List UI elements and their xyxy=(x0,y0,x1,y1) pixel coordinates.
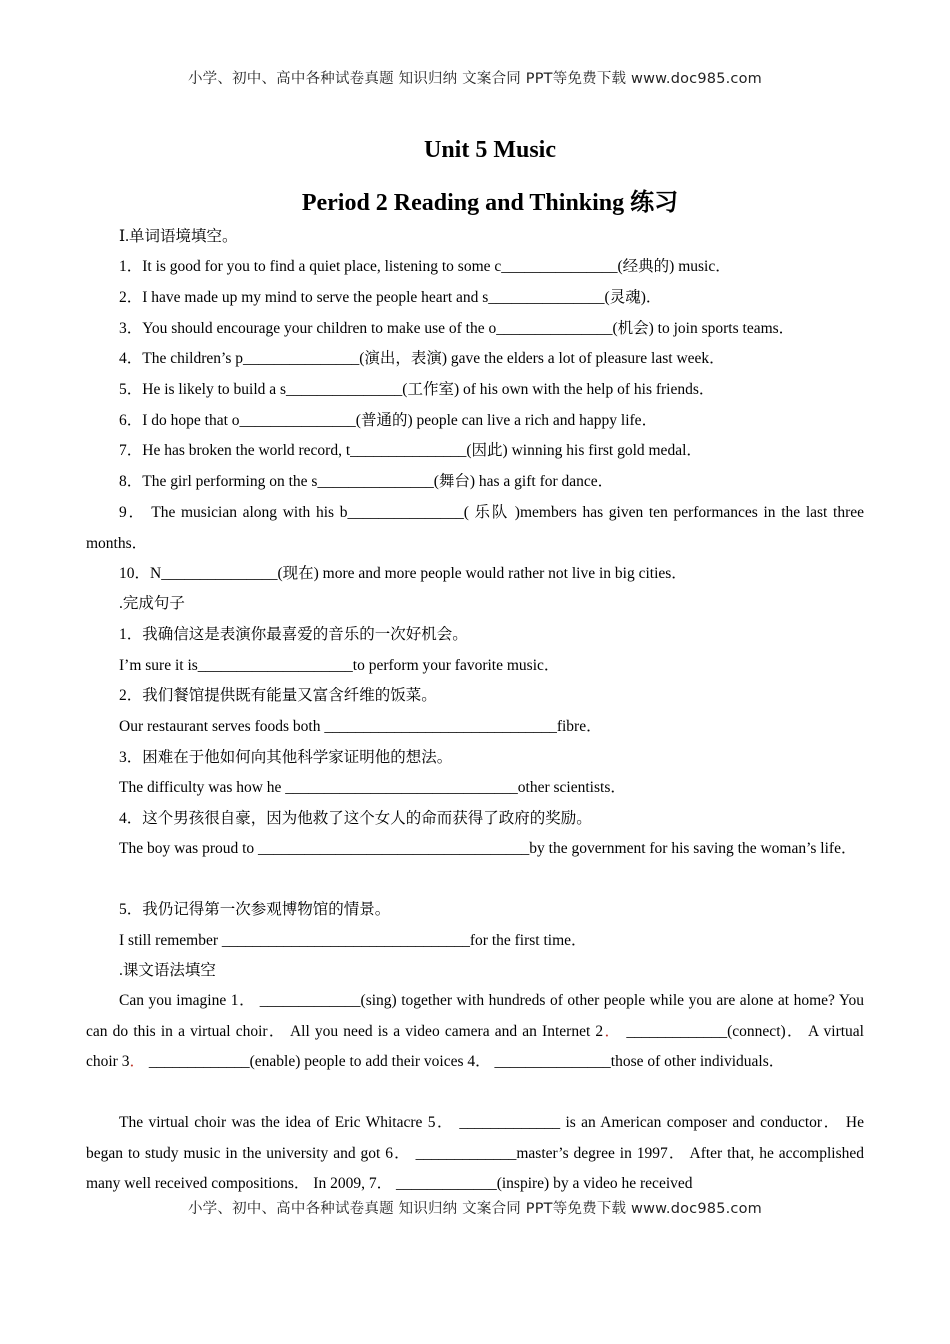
section3-paragraph-1: Can you imagine 1． _____________(sing) together with hundreds of other people while you are alone at home? You can do this in a virtual choir． All you need is a video camera and an Internet 2． _____________(connect)． A virtual choir 3． _____________(enable) people to add their voices 4． _______________those of other individuals． xyxy=(86,992,864,1070)
section1-heading: Ⅰ.单词语境填空。 xyxy=(119,228,238,245)
section1-item-10: 10．N_______________(现在) more and more people would rather not live in big cities． xyxy=(119,565,687,582)
section2-item-5-en: I still remember ________________________________for the first time． xyxy=(119,932,587,949)
section2-item-3-en: The difficulty was how he ______________________________other scientists． xyxy=(119,779,626,796)
section1-item-7: 7．He has broken the world record, t_______________(因此) winning his first gold medal． xyxy=(119,442,702,459)
section1-item-3: 3．You should encourage your children to make use of the o_______________(机会) to join sports teams． xyxy=(119,320,795,337)
section2-item-2-cn: 2．我们餐馆提供既有能量又富含纤维的饭菜。 xyxy=(119,687,437,704)
section3-heading: .课文语法填空 xyxy=(119,962,216,979)
section2-item-2-en: Our restaurant serves foods both ______________________________fibre． xyxy=(119,718,602,735)
section2-item-3-cn: 3．困难在于他如何向其他科学家证明他的想法。 xyxy=(119,749,453,766)
document-subtitle: Period 2 Reading and Thinking 练习 xyxy=(301,190,679,216)
section2-item-5-cn: 5．我仍记得第一次参观博物馆的情景。 xyxy=(119,901,391,918)
document-title: Unit 5 Music xyxy=(424,137,556,163)
section2-item-1-en: I’m sure it is____________________to perform your favorite music． xyxy=(119,657,560,674)
section1-item-4: 4．The children’s p_______________(演出，表演) gave the elders a lot of pleasure last week． xyxy=(119,350,725,367)
section2-item-4-en: The boy was proud to ___________________________________by the government for his saving the woman’s life． xyxy=(119,840,857,857)
red-dot: ． xyxy=(129,1053,145,1070)
section2-heading: .完成句子 xyxy=(119,595,185,612)
section2-item-1-cn: 1．我确信这是表演你最喜爱的音乐的一次好机会。 xyxy=(119,626,468,643)
section2-item-4-cn: 4．这个男孩很自豪，因为他救了这个女人的命而获得了政府的奖励。 xyxy=(119,810,592,827)
section1-item-2: 2．I have made up my mind to serve the people heart and s_______________(灵魂)． xyxy=(119,289,662,306)
section1-item-5: 5．He is likely to build a s_______________(工作室) of his own with the help of his friends． xyxy=(119,381,715,398)
section1-item-1: 1．It is good for you to find a quiet place, listening to some c_______________(经典的) music． xyxy=(119,258,731,275)
watermark-header: 小学、初中、高中各种试卷真题 知识归纳 文案合同 PPT等免费下载 www.doc985.com xyxy=(187,71,763,87)
section1-item-6: 6．I do hope that o_______________(普通的) people can live a rich and happy life． xyxy=(119,412,658,429)
red-dot: ． xyxy=(603,1022,622,1040)
section1-item-9: 9． The musician along with his b_______________( 乐队 )members has given ten performances in the last three months． xyxy=(86,504,864,552)
watermark-footer: 小学、初中、高中各种试卷真题 知识归纳 文案合同 PPT等免费下载 www.doc985.com xyxy=(187,1201,763,1217)
section1-item-8: 8．The girl performing on the s_______________(舞台) has a gift for dance． xyxy=(119,473,614,490)
section3-paragraph-2: The virtual choir was the idea of Eric Whitacre 5． _____________ is an American composer and conductor． He began to study music in the university and got 6． _____________master’s degree in 1997． After that, he accomplished many well received compositions． In 2009, 7． _____________(inspire) by a video he received xyxy=(86,1114,864,1192)
